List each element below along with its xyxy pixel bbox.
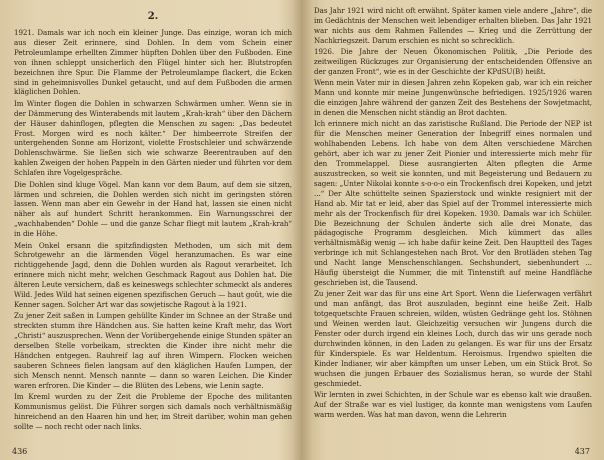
paragraph: Wir lernten in zwei Schichten, in der Schule war es ebenso kalt wie draußen. Auf der Straße war es viel lustiger, da konnte man wenigstens vom Laufen warm werden. Was hat man davon, wenn die Lehrerin (314, 389, 592, 419)
gutter-shadow (292, 0, 312, 460)
paragraph: Die Dohlen sind kluge Vögel. Man kann vor dem Baum, auf dem sie sitzen, lärmen und schreien, die Dohlen werden sich nicht im geringsten stören lassen. Wenn man aber ein Gewehr in der Hand hat, lassen sie einen nicht näher als auf hundert Schritt herankommen. Ein Warnungsschrei der „wachhabenden“ Dohle — und die ganze Schar fliegt mit lautem „Krah-krah“ in die Höhe. (14, 179, 292, 239)
paragraph: 1926. Die Jahre der Neuen Ökonomischen Politik, „Die Periode des zeitweiligen Rückzuges zur Organisierung der entscheidenden Offensive an der ganzen Front“, wie es in der Geschichte der KPdSU(B) heißt. (314, 47, 592, 76)
page-number-right: 437 (574, 447, 590, 456)
right-page (302, 0, 604, 460)
paragraph: Zu jener Zeit war das für uns eine Art Sport. Wenn die Lieferwagen verfährt und man anfängt, das Brot auszuladen, beginnt eine heiße Zeit. Halb totgequetschte Frauen schreien, wilden, wüsten Gedränge geht los. Stöhnen und Weinen werden laut. Gleichzeitig versuchen wir Jungens durch die Fenster oder durch irgend ein kleines Loch, durch das wir uns gerade noch durchwinden können, in den Laden zu gelangen. Es war für uns der Ersatz für Kinderspiele. Es war Heldentum. Heroismus. Irgendwo spielten die Kinder Indianer, wir aber kämpften um unser Leben, um ein Stück Brot. So wuchsen die jungen Erbauer des Sozialismus heran, so wurde der Stahl geschmiedet. (314, 289, 592, 388)
chapter-number: 2. (147, 11, 159, 22)
page-number-left: 436 (12, 447, 28, 456)
right-page-body (314, 6, 592, 420)
paragraph: Wenn mein Vater mir in diesen Jahren zehn Kopeken gab, war ich ein reicher Mann und konnte mir meine Jungenwünsche befriedigen. 1925/1926 waren die einzigen Jahre während der ganzen Zeit des Bestehens der Sowjetmacht, in denen die Menschen nicht ständig an Brot dachten. (314, 78, 592, 118)
paragraph: Im Winter flogen die Dohlen in schwarzen Schwärmen umher. Wenn sie in der Dämmerung des Winterabends mit lautem „Krah-krah“ über den Dächern der Häuser dahinflogen, pflegten die Menschen zu sagen: „Das bedeutet Frost. Morgen wird es noch kälter.“ Der himbeerrote Streifen der untergehenden Sonne am Horizont, violette Frostschleier und schwärzende Dohlenschwärme. Sie ließen sich wie schwarze Beerentrauben auf den kahlen Zweigen der hohen Pappeln in den Gärten nieder und führten vor dem Schlafen ihre Vogelgespräche. (14, 98, 292, 178)
paragraph: Mein Onkel ersann die spitzfindigsten Methoden, um sich mit dem Schrotgewehr an die lärmenden Vögel heranzumachen. Es war eine richtiggehende Jagd, denn die Dohlen wurden als Ragout verarbeitet. Ich erinnere mich nicht mehr, welchen Geschmack Ragout aus Dohlen hat. Die älteren Leute versichern, daß es keineswegs schlechter schmeckt als anderes Wild. Jedes Wild hat seinen eigenen spezifischen Geruch — haut goût, wie die Kenner sagen. Solcher Art war das sowjetische Ragout à la 1921. (14, 240, 292, 309)
left-page-body (14, 28, 292, 432)
paragraph: Im Kreml wurden zu der Zeit die Probleme der Epoche des militanten Kommunismus gelöst. Die Führer sorgen sich damals noch verhältnismäßig hinreichend an den Haaren hin und her, im Streit darüber, wohin man gehen sollte — noch recht oder nach links. (14, 392, 292, 431)
paragraph: 1921. Damals war ich noch ein kleiner Junge. Das einzige, woran ich mich aus dieser Zeit erinnere, sind Dohlen. In dem vom Schein einer Petroleumlampe erhellten Zimmer hüpften Dohlen über den Fußboden. Eine von ihnen schleppt unsicherlich den Flügel hinter sich her. Blutstropfen bezeichnen ihre Spur. Die Flamme der Petroleumlampe flackert, die Ecken sind in geheimnisvolles Dunkel getaucht, und auf dem Fußboden die armen kläglichen Dohlen. (14, 28, 292, 97)
paragraph: Das Jahr 1921 wird nicht oft erwähnt. Später kamen viele andere „Jahre“, die im Gedächtnis der Menschen weit lebendiger erhalten blieben. Das Jahr 1921 war nichts aus dem Rahmen Fallendes — Krieg und die Zerrüttung der Nachkriegszeit. Darum erschien es nicht so schrecklich. (314, 6, 592, 45)
paragraph: Ich erinnere mich nicht an das zaristische Rußland. Die Periode der NEP ist für die Menschen meiner Generation der Inbegriff eines normalen und wohlhabenden Lebens. Ich habe von dem Alten verschiedene Märchen gehört, aber ich war zu jener Zeit Pionier und interessierte mich mehr für den Trommelappel. Diese ausrangierten Alten pflegten die Arme auszustrecken, so weit sie konnten, und mit Begeisterung und Bedauern zu sagen: „Unter Nikolai konnte s-o-o-o ein Trockenfisch drei Kopeken, und jetzt ...“ Der Alte schüttelte seinen Spazierstock und winkte resigniert mit der Hand ab. Mir tat er leid, aber das Spiel auf der Trommel interessierte mich mehr als der Trockenfisch für drei Kopeken. 1930. Damals war ich Schüler. Die Bezeichnung der Schulen änderte sich alle drei Monate, das pädagogische Programm desgleichen. Mich kümmert das alles verhältnismäßig wenig — ich habe dafür keine Zeit. Den Hauptteil des Tages verbringe ich mit Schlangestehen nach Brot. Vor den Brotläden stehen Tag und Nacht lange Menschenschlangen. Sechshundert, siebenhundert ... Häufig übersteigt die Nummer, die mit Tintenstift auf meine Handfläche geschrieben ist, die Tausend. (314, 119, 592, 287)
paragraph: Zu jener Zeit saßen in Lumpen gehüllte Kinder im Schnee an der Straße und streckten stumm ihre Händchen aus. Sie hatten keine Kraft mehr, das Wort „Christi“ auszusprechen. Wenn der Vorübergehende einige Stunden später an derselben Stelle vorbeikam, streckten die Kinder ihre nicht mehr die Händchen entgegen. Rauhreif lag auf ihren Wimpern. Flocken weichen sauberen Schnees fielen langsam auf den kläglichen Haufen Lumpen, der sich Mensch nennt. Mensch nannte — dann so waren Leichen. Die Kinder waren erfroren. Die Kinder — die Blüten des Lebens, wie Lenin sagte. (14, 311, 292, 390)
